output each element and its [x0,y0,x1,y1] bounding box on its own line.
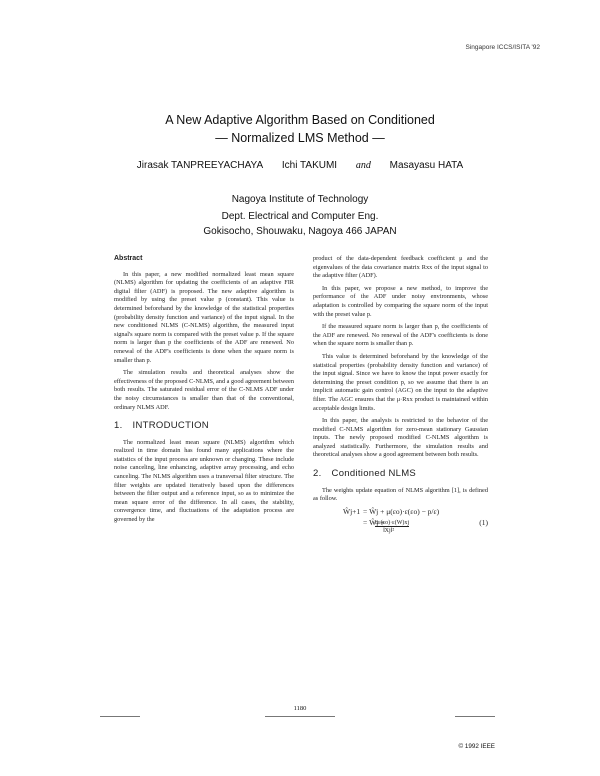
paper-title-line2: — Normalized LMS Method — [215,131,385,145]
section-number: 2. [313,468,322,480]
section-heading [313,470,488,479]
body-paragraph: The normalized least mean square (NLMS) algorithm which realized in time domain has found many applications where the statistics of the input process are unknown or changing. These include noise canceling, line enhancing, adaptive array processing, and echo canceling. The NLMS algorithm uses a transversal filter structure. The filter weights are updated iteratively based upon the differences between the filter output and a reference input, so as to minimize the mean square error of the difference. In all cases, the stability, convergence time, and fluctuations of the adaptation process are governed by the [114,438,294,524]
equation-lhs: Ŵj+1 [343,506,361,516]
equation-denominator: ‖Xj‖² [383,527,395,534]
body-paragraph: The weights update equation of NLMS algorithm [1], is defined as follow. [313,486,488,503]
conference-code: Singapore ICCS/ISITA '92 [465,44,540,51]
author-name: Jirasak TANPREEYACHAYA [136,160,264,171]
body-paragraph: In this paper, we propose a new method, to improve the performance of the ADF under noisy environments, whose adaptation is controlled by comparing the square norm of the input with the preset value p. [313,284,488,318]
author-name: Masayasu HATA [389,160,464,171]
affiliation-institute: Nagoya Institute of Technology [231,194,369,205]
equation-number: (1) [479,517,488,527]
section-number: 1. [114,420,123,432]
right-column [313,255,488,538]
equation-rhs-line1: = Ŵj + μ(εo)·ε(εo) − p/ε) [363,506,440,516]
abstract-paragraph: In this paper, a new modified normalized least mean square (NLMS) algorithm for updating the coefficients of an adaptive FIR digital filter (ADF) is proposed. The new adaptive algorithm is modified by using the preset value p (constant). This value is determined beforehand by the knowledge of the statistical properties (probability density function and variance) of the input signal. In the new conditioned NLMS (C-NLMS) algorithm, the measured input signal's square norm is compared with the preset value p. If the square norm is larger than p the coefficients of the ADF are renewed. No renewal of the ADF's coefficients is done when the square norm is smaller than p. [114,270,294,364]
body-paragraph: This value is determined beforehand by the knowledge of the statistical properties (probability density function and variance) of the input signal. Since we have to know the input power exactly for determining the preset condition p, so we assume that there is an implicit automatic gain control (AGC) on the input to the adaptive filter. The AGC ensures that the μ·Rxx product is maintained within acceptable design limits. [313,352,488,412]
paper-title-line1: A New Adaptive Algorithm Based on Conditioned [165,113,435,127]
abstract-heading: Abstract [114,255,143,262]
left-column [114,255,294,525]
author-name: Ichi TAKUMI [281,160,338,171]
section-title: INTRODUCTION [132,420,209,432]
footer-rule [265,716,335,717]
section-title: Conditioned NLMS [331,468,417,480]
author-conjunction: and [355,160,371,171]
body-paragraph: If the measured square norm is larger than p, the coefficients of the ADF are renewed. No renewal of the ADF's coefficients is done when the square norm is smaller than p. [313,323,488,348]
equation-numerator: αε(εo)·ε(W)xj [375,519,410,526]
footer-rule [100,716,140,717]
affiliation-address: Gokisocho, Shouwaku, Nagoya 466 JAPAN [203,226,397,237]
body-paragraph: In this paper, the analysis is restricted to the behavior of the modified C-NLMS algorithm for zero-mean stationary Gaussian inputs. The newly proposed modified C-NLMS algorithm is analyzed statistically. Furthermore, the simulation results and theoretical analyses show a good agreement between both results. [313,417,488,459]
footer-rule [455,716,495,717]
body-paragraph: product of the data-dependent feedback coefficient μ and the eigenvalues of the data covariance matrix Rxx of the input signal to the adaptive filter (ADF). [313,255,488,280]
equation-1 [313,508,488,538]
section-heading [114,422,294,431]
affiliation-department: Dept. Electrical and Computer Eng. [221,211,379,222]
abstract-paragraph: The simulation results and theoretical analyses show the effectiveness of the proposed C-NLMS, and a good agreement between both results. The saturated residual error of the C-NLMS ADF under the noisy circumstances is smaller than that of the conventional, ordinary NLMS ADF. [114,369,294,411]
page-number: 1180 [293,705,307,712]
copyright-notice: © 1992 IEEE [458,743,495,750]
equation-rhs-line2: = Ŵj + [363,517,385,527]
author-list [0,160,600,171]
